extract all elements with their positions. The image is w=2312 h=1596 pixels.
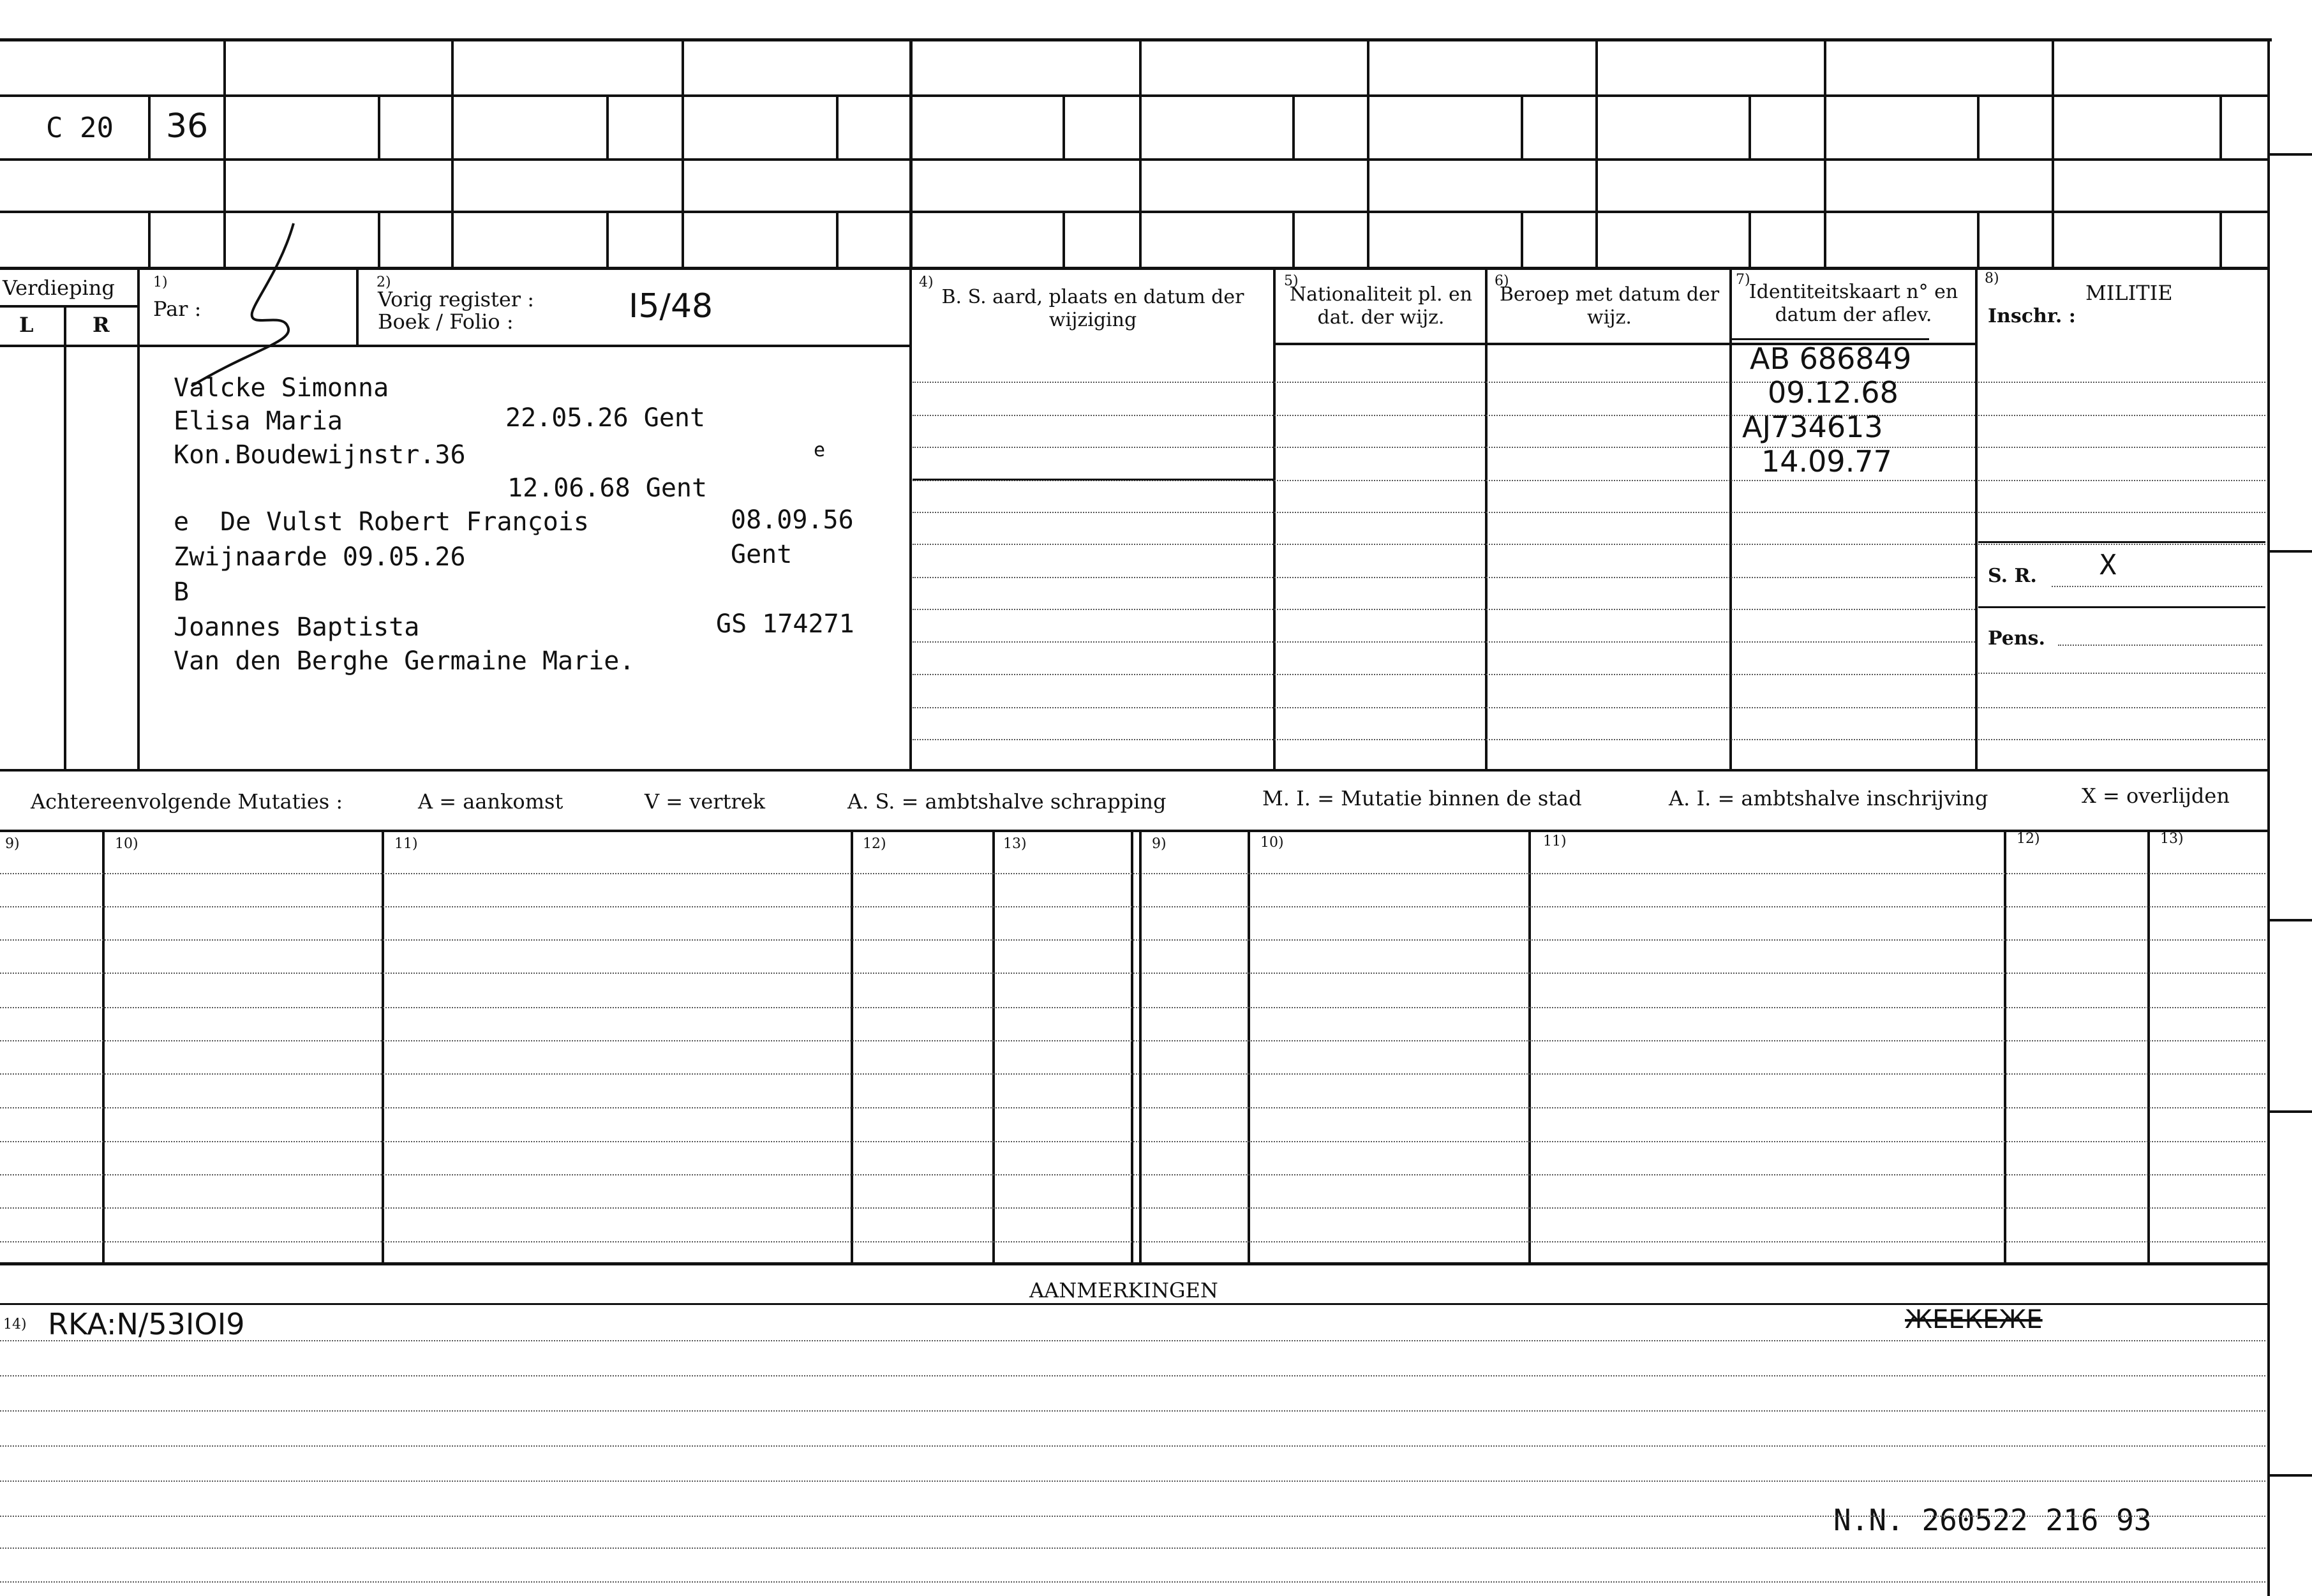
col-vline: [1139, 830, 1142, 1264]
card-number-prefix: C 20: [46, 112, 114, 144]
grid-line: [0, 158, 2269, 161]
person-given-names: Elisa Maria: [174, 406, 343, 436]
col-vline: [2147, 830, 2150, 1264]
grid-vline: [148, 94, 151, 158]
grid-line: [0, 94, 2269, 97]
boek-folio-label: Boek / Folio :: [378, 310, 514, 334]
col-number: 14): [3, 1316, 27, 1332]
grid-vline: [1824, 38, 1826, 268]
col-vline: [64, 306, 66, 769]
grid-vline: [1292, 211, 1295, 268]
top-border: [0, 38, 2272, 41]
grid-vline: [2219, 211, 2222, 268]
col-vline: [137, 268, 140, 769]
grid-vline: [606, 94, 609, 158]
col-number: 11): [394, 836, 418, 852]
grid-line: [1978, 606, 2265, 608]
father-name: Joannes Baptista: [174, 613, 420, 642]
militie-title: MILITIE: [2085, 281, 2173, 305]
grid-vline: [1749, 94, 1751, 158]
gs-number: GS 174271: [716, 609, 854, 639]
legend-mi: M. I. = Mutatie binnen de stad: [1262, 786, 1582, 810]
verdieping-l: L: [19, 313, 34, 337]
militie-inschr: Inschr. :: [1988, 305, 2076, 327]
card-number-suffix: 36: [166, 107, 209, 145]
spouse-place: Gent: [731, 540, 793, 569]
col-number: 1): [153, 274, 168, 290]
section-line: [0, 769, 2269, 772]
address-mark: e: [814, 439, 826, 461]
grid-vline: [1521, 94, 1523, 158]
grid-vline: [836, 94, 839, 158]
grid-vline: [451, 38, 454, 268]
grid-vline: [1063, 211, 1065, 268]
col-number: 8): [1985, 271, 1999, 287]
grid-line: [0, 305, 137, 308]
grid-vline: [378, 94, 380, 158]
grid-vline: [1367, 38, 1369, 268]
grid-vline: [1521, 211, 1523, 268]
grid-line: [1978, 541, 2265, 543]
col7-label: Identiteitskaart n° en datum der aflev.: [1749, 281, 1958, 326]
person-birth: 22.05.26 Gent: [505, 403, 706, 433]
grid-vline: [2052, 38, 2054, 268]
id-card-date-1: 09.12.68: [1768, 375, 1898, 410]
col-vline: [851, 830, 853, 1264]
col-number: 9): [1152, 836, 1167, 852]
col-number: 13): [1003, 836, 1027, 852]
col-number: 10): [1260, 835, 1284, 851]
id-card-number-1: AB 686849: [1750, 341, 1912, 376]
grid-vline: [1749, 211, 1751, 268]
vorig-register-label: Vorig register :: [378, 287, 535, 311]
col-number: 2): [377, 274, 391, 290]
grid-vline: [2219, 94, 2222, 158]
legend-ai: A. I. = ambtshalve inschrijving: [1669, 786, 1988, 810]
spouse-name: De Vulst Robert François: [220, 507, 589, 537]
grid-vline: [836, 211, 839, 268]
sr-label: S. R.: [1988, 565, 2037, 587]
mother-name: Van den Berghe Germaine Marie.: [174, 646, 635, 676]
col-vline: [356, 268, 359, 345]
national-number: N.N. 260522 216 93: [1833, 1503, 2152, 1537]
verdieping-label: Verdieping: [3, 276, 115, 300]
grid-vline: [1063, 94, 1065, 158]
spouse-birth: Zwijnaarde 09.05.26: [174, 542, 466, 572]
col-vline: [382, 830, 384, 1264]
verdieping-r: R: [93, 313, 110, 337]
col-number: 4): [919, 274, 934, 290]
grid-vline: [148, 211, 151, 268]
grid-line: [1731, 338, 1929, 340]
spouse-date: 08.09.56: [731, 505, 854, 535]
right-border: [2267, 38, 2270, 1596]
legend-as: A. S. = ambtshalve schrapping: [847, 789, 1167, 814]
grid-vline: [1139, 38, 1142, 268]
grid-vline: [606, 211, 609, 268]
grid-vline: [378, 211, 380, 268]
section-line: [0, 830, 2269, 832]
col-number: 7): [1736, 272, 1750, 288]
col-number: 6): [1495, 273, 1509, 289]
sr-value: X: [2099, 549, 2117, 581]
id-card-number-2: AJ734613: [1742, 410, 1883, 444]
col-vline: [2004, 830, 2006, 1264]
grid-vline: [1977, 94, 1980, 158]
col-number: 13): [2160, 831, 2184, 847]
col-number: 10): [115, 836, 138, 852]
remarks-title: AANMERKINGEN: [1029, 1278, 1218, 1302]
boek-folio-value: I5/48: [629, 287, 713, 325]
pens-label: Pens.: [1988, 627, 2045, 650]
pens-dots: [2058, 645, 2262, 646]
col5-label: Nationaliteit pl. en dat. der wijz.: [1289, 283, 1473, 329]
remarks-rka: RKA:N/53IOI9: [48, 1307, 245, 1341]
sr-dots: [2052, 586, 2262, 587]
col-vline: [909, 268, 912, 769]
grid-line: [0, 267, 2269, 270]
grid-vline: [1595, 38, 1598, 268]
col-vline: [1248, 830, 1250, 1264]
col-vline: [1975, 268, 1978, 769]
b-mark: B: [174, 578, 190, 607]
grid-line: [0, 345, 909, 347]
person-marriage: 12.06.68 Gent: [507, 474, 708, 503]
grid-vline: [1977, 211, 1980, 268]
grid-vline: [682, 38, 684, 268]
legend-a: A = aankomst: [418, 789, 563, 814]
mutations-title: Achtereenvolgende Mutaties :: [31, 789, 343, 814]
col-number: 5): [1284, 273, 1299, 289]
par-label: Par :: [153, 297, 202, 321]
grid-vline: [909, 38, 913, 268]
col-vline: [102, 830, 105, 1264]
col-number: 11): [1543, 833, 1567, 849]
grid-line: [0, 211, 2269, 213]
legend-x: X = overlijden: [2082, 784, 2230, 808]
person-name: Valcke Simonna: [174, 373, 389, 403]
spouse-prefix: e: [174, 507, 190, 537]
legend-v: V = vertrek: [645, 789, 766, 814]
grid-vline: [1292, 94, 1295, 158]
section-line: [0, 1262, 2269, 1265]
person-address: Kon.Boudewijnstr.36: [174, 440, 466, 470]
col-number: 9): [5, 836, 20, 852]
col6-label: Beroep met datum der wijz.: [1499, 283, 1720, 329]
col4-label: B. S. aard, plaats en datum der wijziging: [941, 286, 1244, 331]
col-number: 12): [2017, 831, 2040, 847]
col-vline: [1528, 830, 1531, 1264]
grid-line: [913, 479, 1273, 481]
col-vline: [1131, 830, 1133, 1264]
id-card-date-2: 14.09.77: [1761, 444, 1892, 479]
col-number: 12): [863, 836, 886, 852]
col-vline: [992, 830, 995, 1264]
remarks-struck: ЖЕЕКЕЖЕ: [1905, 1305, 2043, 1334]
